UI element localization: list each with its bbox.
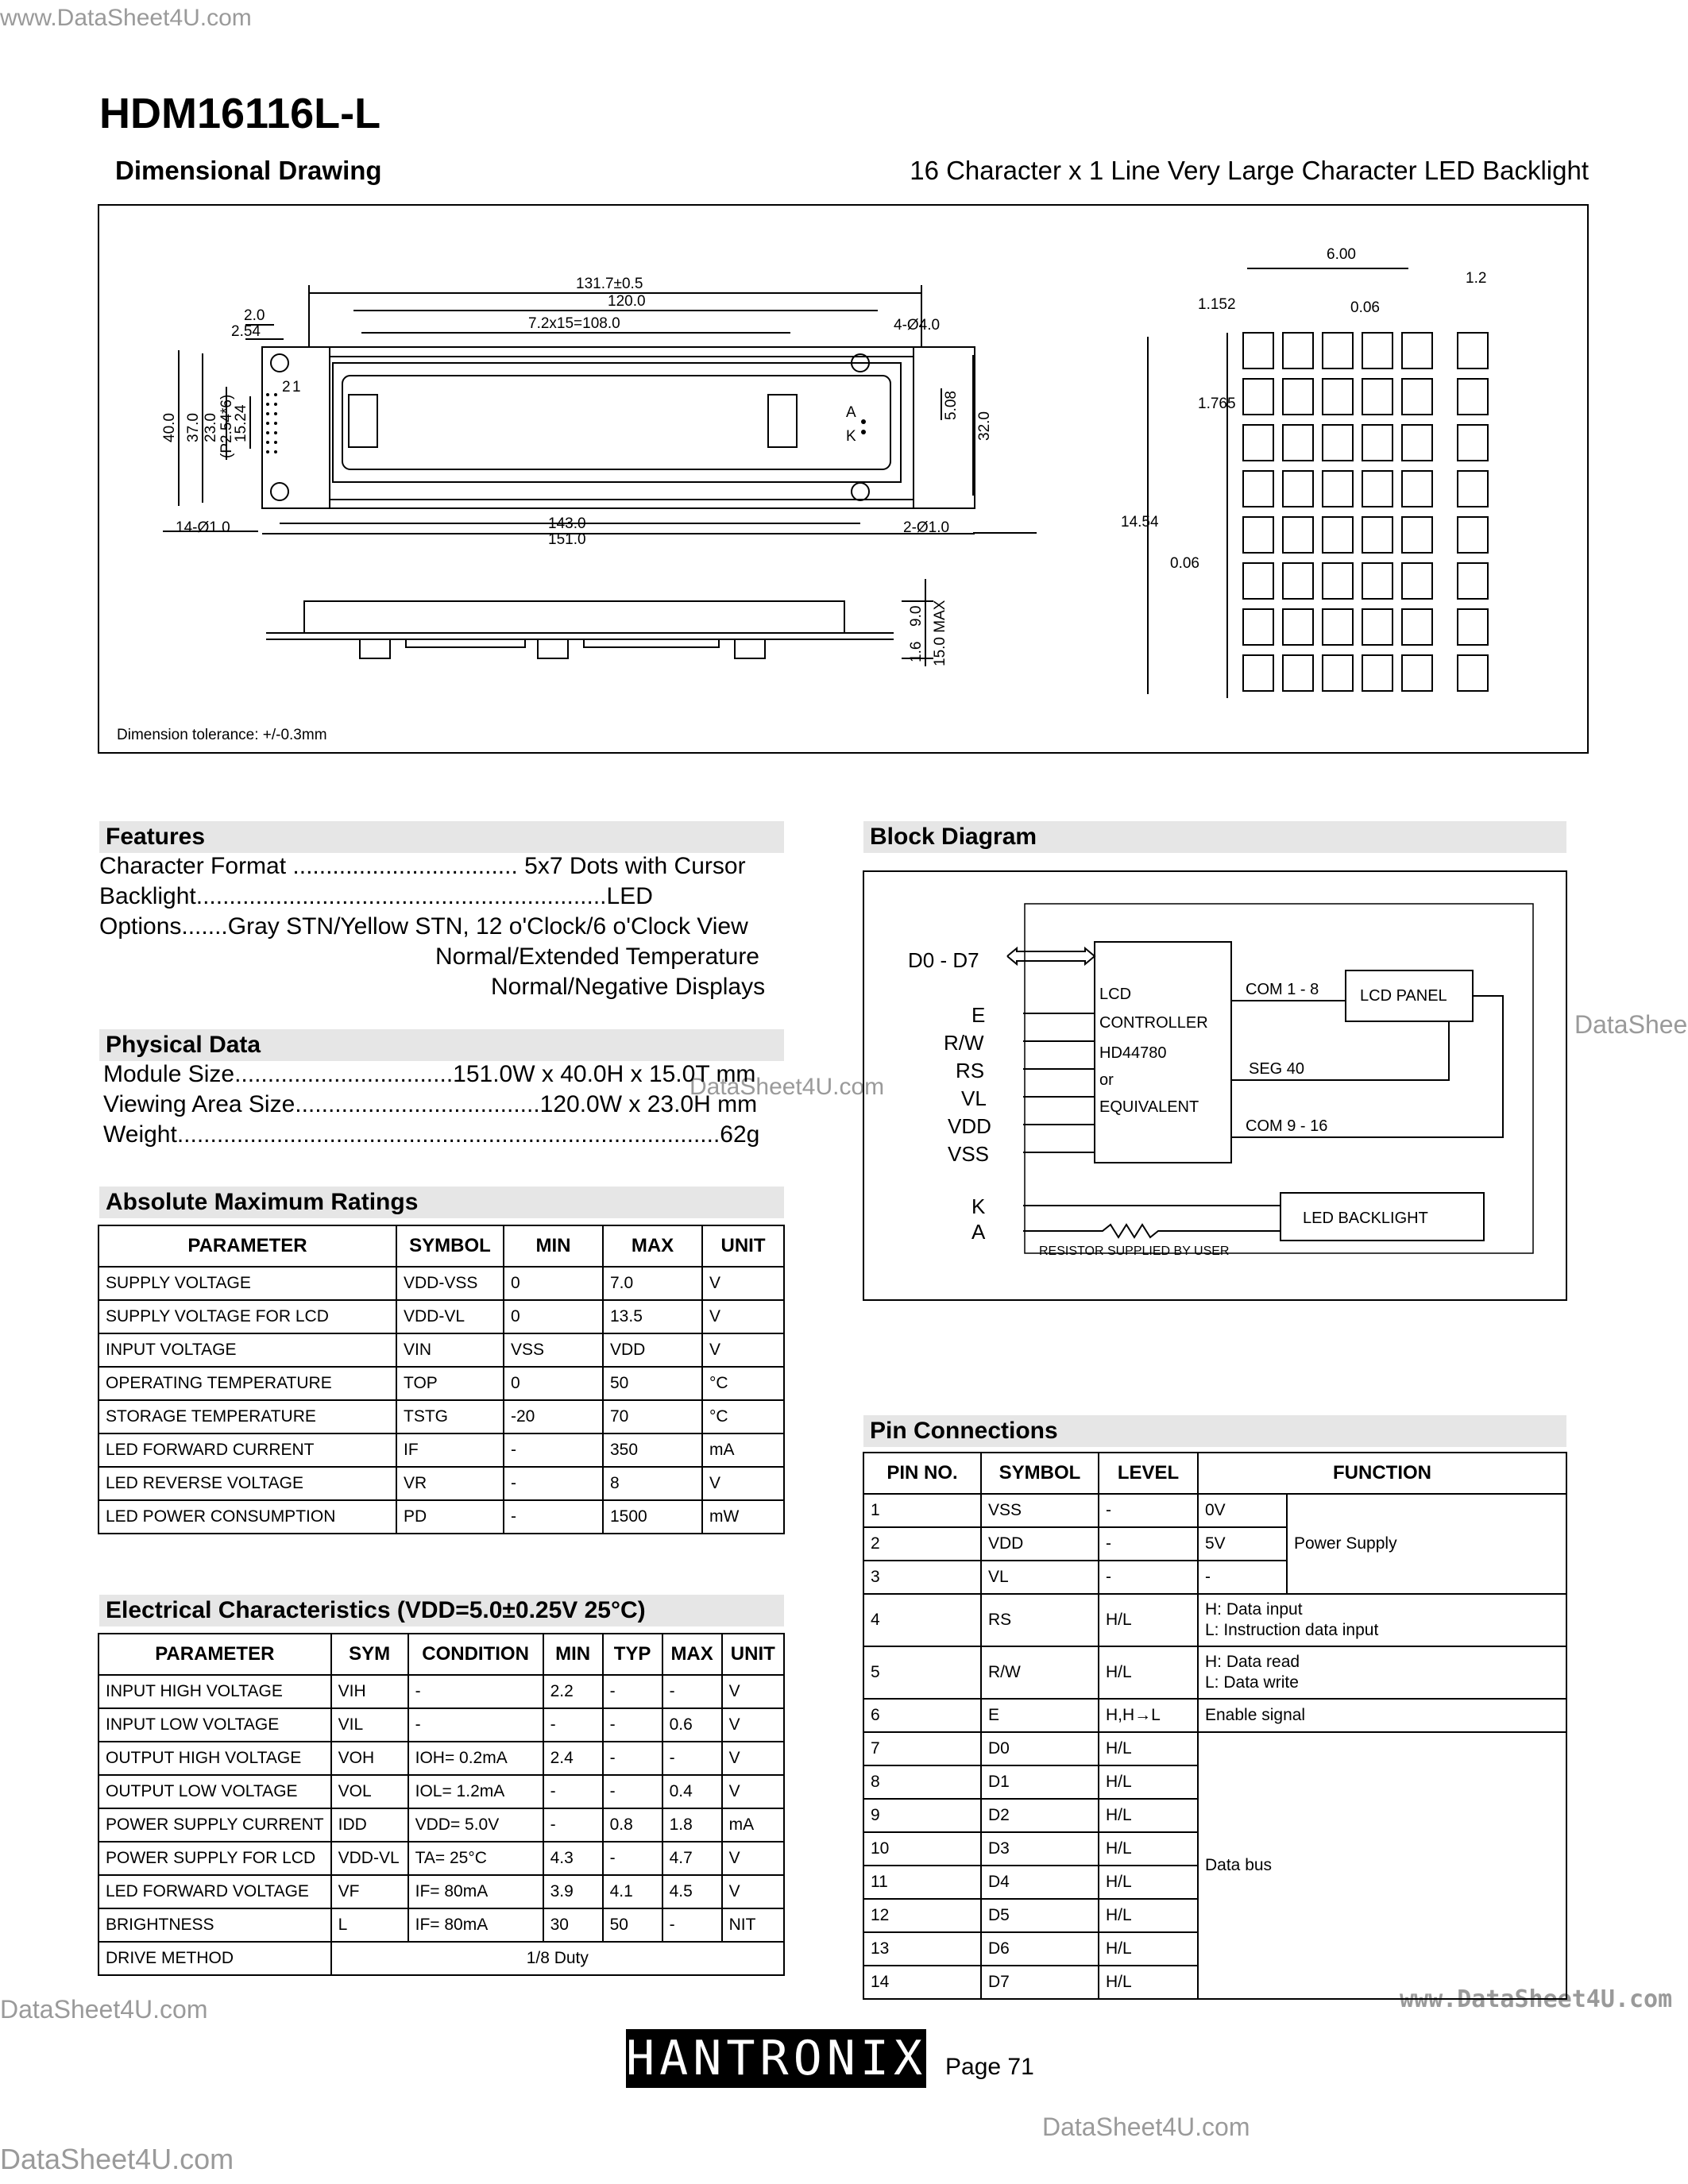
cell: 0	[504, 1367, 603, 1400]
abs-max-heading: Absolute Maximum Ratings	[99, 1187, 784, 1218]
cell: LED REVERSE VOLTAGE	[98, 1467, 396, 1500]
feature-extra: Normal/Negative Displays	[491, 974, 766, 1000]
cell: 4.7	[662, 1842, 722, 1875]
function-line: L: Data write	[1205, 1673, 1299, 1692]
block-diagram-heading: Block Diagram	[863, 821, 1566, 853]
cell: OUTPUT LOW VOLTAGE	[98, 1775, 331, 1808]
resistor-label: RESISTOR SUPPLIED BY USER	[1039, 1244, 1230, 1258]
cell: mA	[722, 1808, 784, 1842]
feature-value: Gray STN/Yellow STN, 12 o'Clock/6 o'Clock View	[227, 913, 748, 940]
electrical-table	[98, 1633, 785, 1976]
cell: -	[504, 1500, 603, 1534]
feature-dots: ..................................	[292, 853, 518, 879]
table-row	[98, 1333, 784, 1367]
cell	[1198, 1646, 1566, 1699]
cell: D7	[981, 1966, 1099, 1999]
cell: SUPPLY VOLTAGE FOR LCD	[98, 1300, 396, 1333]
cell: VDD	[981, 1527, 1099, 1561]
cell: H/L	[1099, 1732, 1198, 1765]
cell: 4.3	[543, 1842, 603, 1875]
cell: VIL	[331, 1708, 408, 1742]
cell: SUPPLY VOLTAGE	[98, 1267, 396, 1300]
cell: 2.4	[543, 1742, 603, 1775]
pin-a-label: A	[846, 404, 856, 421]
cell: 1	[863, 1494, 981, 1527]
cell: POWER SUPPLY FOR LCD	[98, 1842, 331, 1875]
table-row	[98, 1400, 784, 1433]
character-cell-grid	[1243, 333, 1488, 691]
abs-max-table	[98, 1225, 785, 1534]
cell: VDD-VSS	[396, 1267, 504, 1300]
watermark-right-edge: DataShee	[1574, 1010, 1688, 1039]
cell: 7	[863, 1732, 981, 1765]
cell: L	[331, 1908, 408, 1942]
cell: H/L	[1099, 1899, 1198, 1932]
cell: °C	[702, 1367, 784, 1400]
watermark-bottom-left: DataSheet4U.com	[0, 1995, 208, 2024]
cell: -	[662, 1742, 722, 1775]
cell: 50	[603, 1367, 702, 1400]
physical-label: Viewing Area Size	[103, 1091, 295, 1117]
physical-dots: .....................................	[295, 1091, 540, 1117]
ctrl-label: or	[1099, 1071, 1114, 1089]
cell: R/W	[981, 1646, 1099, 1699]
cell: -	[603, 1742, 662, 1775]
cell: D1	[981, 1765, 1099, 1799]
dim-c1765: 1.765	[1198, 396, 1236, 412]
dim-w151: 151.0	[548, 531, 586, 548]
cell: POWER SUPPLY CURRENT	[98, 1808, 331, 1842]
cell: -	[408, 1708, 543, 1742]
cell: V	[722, 1742, 784, 1775]
cell: 4.1	[603, 1875, 662, 1908]
cell: -	[1099, 1527, 1198, 1561]
table-header-row	[98, 1225, 784, 1267]
cell: mA	[702, 1433, 784, 1467]
feature-extra: Normal/Extended Temperature	[435, 943, 759, 970]
dim-h37: 37.0	[185, 413, 202, 442]
feature-label: Options	[99, 913, 182, 940]
cell: Data bus	[1198, 1732, 1566, 1999]
cell: H/L	[1099, 1765, 1198, 1799]
physical-dots: .................................	[234, 1061, 454, 1087]
cell: V	[702, 1467, 784, 1500]
cell: 0	[504, 1267, 603, 1300]
dim-hole: 4-Ø4.0	[894, 317, 941, 334]
cell: INPUT HIGH VOLTAGE	[98, 1675, 331, 1708]
cell: V	[722, 1775, 784, 1808]
cell: 3	[863, 1561, 981, 1594]
cell: H/L	[1099, 1866, 1198, 1899]
cell: 8	[603, 1467, 702, 1500]
feature-value: LED	[606, 883, 653, 909]
cell: OPERATING TEMPERATURE	[98, 1367, 396, 1400]
cell: V	[722, 1708, 784, 1742]
dim-p254: (P2.54*6)	[218, 394, 235, 458]
cell: -	[603, 1842, 662, 1875]
column-header: LEVEL	[1099, 1453, 1198, 1494]
cell: E	[981, 1699, 1099, 1732]
pin-connections-heading: Pin Connections	[863, 1415, 1566, 1447]
cell: 30	[543, 1908, 603, 1942]
pin1-label: 1	[292, 379, 301, 396]
table-row	[98, 1875, 784, 1908]
table-row	[863, 1646, 1566, 1699]
physical-row	[103, 1121, 759, 1148]
physical-value: 62g	[720, 1121, 760, 1148]
dim-c12: 1.2	[1466, 270, 1487, 287]
watermark-mid: DataSheet4U.com	[689, 1074, 885, 1100]
bus-label: D0 - D7	[908, 948, 979, 972]
cell: V	[722, 1675, 784, 1708]
cell: 4	[863, 1594, 981, 1646]
cell: 5	[863, 1646, 981, 1699]
cell: VL	[981, 1561, 1099, 1594]
cell: D5	[981, 1899, 1099, 1932]
table-row	[98, 1942, 784, 1975]
signal-label: VL	[961, 1086, 987, 1110]
pin2-label: 2	[282, 379, 291, 396]
physical-row	[103, 1091, 757, 1118]
cell: VOH	[331, 1742, 408, 1775]
table-row	[98, 1500, 784, 1534]
dimensional-drawing-box	[98, 204, 1589, 754]
cell: H/L	[1099, 1832, 1198, 1866]
column-header: PARAMETER	[98, 1634, 331, 1675]
cell: H/L	[1099, 1799, 1198, 1832]
physical-dots: ..................................................................................	[176, 1121, 720, 1148]
cell: mW	[702, 1500, 784, 1534]
cell: BRIGHTNESS	[98, 1908, 331, 1942]
cell: 8	[863, 1765, 981, 1799]
cell: PD	[396, 1500, 504, 1534]
column-header: SYMBOL	[396, 1225, 504, 1267]
seg-label: SEG 40	[1249, 1060, 1305, 1078]
cell: 7.0	[603, 1267, 702, 1300]
block-diagram-box	[863, 870, 1567, 1301]
block-diagram	[864, 872, 1566, 1299]
cell: V	[702, 1333, 784, 1367]
table-header-row	[98, 1634, 784, 1675]
dim-pins14: 14-Ø1.0	[176, 519, 230, 536]
cell: -	[662, 1908, 722, 1942]
column-header: MIN	[543, 1634, 603, 1675]
pin-table	[863, 1452, 1567, 2000]
watermark-top-left: www.DataSheet4U.com	[0, 5, 252, 31]
dim-h508: 5.08	[943, 391, 960, 420]
backlight-label: LED BACKLIGHT	[1303, 1210, 1428, 1227]
function-line: L: Instruction data input	[1205, 1621, 1379, 1639]
column-header: TYP	[603, 1634, 662, 1675]
cell: TA= 25°C	[408, 1842, 543, 1875]
column-header: MIN	[504, 1225, 603, 1267]
pin-k-label: K	[846, 428, 856, 445]
page-title: HDM16116L-L	[99, 90, 381, 137]
cell: VIN	[396, 1333, 504, 1367]
dim-t16: 1.6	[908, 641, 925, 662]
cell: V	[702, 1300, 784, 1333]
table-row	[98, 1842, 784, 1875]
cell: H/L	[1099, 1594, 1198, 1646]
cell: -	[543, 1808, 603, 1842]
watermark-bottom-center: DataSheet4U.com	[1042, 2113, 1250, 2141]
signal-label: E	[971, 1003, 986, 1027]
cell: -	[603, 1775, 662, 1808]
cell: -	[543, 1708, 603, 1742]
dim-char-pitch: 7.2x15=108.0	[528, 315, 620, 332]
cell: Power Supply	[1287, 1494, 1566, 1594]
physical-row	[103, 1061, 755, 1088]
cell: IF= 80mA	[408, 1875, 543, 1908]
column-header: UNIT	[722, 1634, 784, 1675]
cell: 70	[603, 1400, 702, 1433]
cell: -	[662, 1675, 722, 1708]
physical-label: Module Size	[103, 1061, 235, 1087]
cell: LED POWER CONSUMPTION	[98, 1500, 396, 1534]
cell: D2	[981, 1799, 1099, 1832]
table-header-row	[863, 1453, 1566, 1494]
panel-label: LCD PANEL	[1360, 987, 1447, 1005]
cell: -	[504, 1433, 603, 1467]
dim-h32: 32.0	[976, 411, 993, 441]
table-row	[863, 1699, 1566, 1732]
cell: -20	[504, 1400, 603, 1433]
feature-row	[99, 913, 748, 940]
page-subtitle: 16 Character x 1 Line Very Large Character LED Backlight	[910, 156, 1589, 185]
dim-view: 120.0	[608, 293, 646, 310]
function-line: H: Data read	[1205, 1653, 1300, 1671]
physical-value: 151.0W x 40.0H x 15.0T mm	[453, 1061, 756, 1087]
features-heading: Features	[99, 821, 784, 853]
dim-w143: 143.0	[548, 515, 586, 532]
ctrl-label: CONTROLLER	[1099, 1014, 1208, 1032]
watermark-bottom-right: www.DataSheet4U.com	[1400, 1985, 1673, 2013]
cell: VSS	[981, 1494, 1099, 1527]
cell: 0.4	[662, 1775, 722, 1808]
cell: -	[1099, 1561, 1198, 1594]
table-row	[98, 1267, 784, 1300]
hantronix-logo: HANTRONIX	[626, 2031, 928, 2086]
cell: 0	[504, 1300, 603, 1333]
cell: °C	[702, 1400, 784, 1433]
cell: IF= 80mA	[408, 1908, 543, 1942]
cell: 14	[863, 1966, 981, 1999]
signal-label: VSS	[948, 1142, 990, 1166]
watermark-footer-left: DataSheet4U.com	[0, 2143, 234, 2175]
column-header: SYMBOL	[981, 1453, 1099, 1494]
dimensional-drawing	[99, 206, 1587, 752]
table-row	[98, 1742, 784, 1775]
table-row	[98, 1675, 784, 1708]
cell: TSTG	[396, 1400, 504, 1433]
cell: LED FORWARD VOLTAGE	[98, 1875, 331, 1908]
cell	[1198, 1594, 1566, 1646]
dim-h40: 40.0	[161, 413, 178, 442]
cell: D6	[981, 1932, 1099, 1966]
cell: -	[603, 1708, 662, 1742]
com9-label: COM 9 - 16	[1246, 1117, 1328, 1135]
cell: OUTPUT HIGH VOLTAGE	[98, 1742, 331, 1775]
cell: VDD-VL	[396, 1300, 504, 1333]
dim-2-54: 2.54	[231, 323, 261, 340]
physical-label: Weight	[103, 1121, 177, 1148]
dimension-tolerance: Dimension tolerance: +/-0.3mm	[117, 727, 327, 743]
ctrl-label: LCD	[1099, 986, 1132, 1003]
cell: 0V	[1198, 1494, 1287, 1527]
cell: 11	[863, 1866, 981, 1899]
feature-row	[99, 883, 653, 910]
cell: -	[1099, 1494, 1198, 1527]
cell: H/L	[1099, 1966, 1198, 1999]
cell: VDD= 5.0V	[408, 1808, 543, 1842]
feature-value: 5x7 Dots with Cursor	[517, 853, 746, 879]
cell: 0.8	[603, 1808, 662, 1842]
column-header: SYM	[331, 1634, 408, 1675]
table-row	[98, 1367, 784, 1400]
cell: 13.5	[603, 1300, 702, 1333]
signal-label: RS	[956, 1059, 985, 1082]
cell: RS	[981, 1594, 1099, 1646]
table-row	[863, 1594, 1566, 1646]
cell: 2.2	[543, 1675, 603, 1708]
cell: 5V	[1198, 1527, 1287, 1561]
table-row	[98, 1708, 784, 1742]
connector-pins	[266, 393, 866, 453]
cell: V	[722, 1875, 784, 1908]
cell: Enable signal	[1198, 1699, 1566, 1732]
column-header: PIN NO.	[863, 1453, 981, 1494]
cell: INPUT VOLTAGE	[98, 1333, 396, 1367]
cell: D3	[981, 1832, 1099, 1866]
cell: VR	[396, 1467, 504, 1500]
column-header: PARAMETER	[98, 1225, 396, 1267]
table-row	[98, 1300, 784, 1333]
column-header: MAX	[603, 1225, 702, 1267]
feature-label: Backlight	[99, 883, 196, 909]
dim-c600: 6.00	[1327, 246, 1356, 263]
dim-h1524: 15.24	[233, 404, 249, 442]
physical-value: 120.0W x 23.0H mm	[539, 1091, 758, 1117]
cell: 9	[863, 1799, 981, 1832]
cell: VDD-VL	[331, 1842, 408, 1875]
cell: -	[1198, 1561, 1287, 1594]
signal-label: R/W	[944, 1031, 984, 1055]
column-header: UNIT	[702, 1225, 784, 1267]
feature-dots: .......	[181, 913, 228, 940]
table-row	[98, 1808, 784, 1842]
cell: H,H→L	[1099, 1699, 1198, 1732]
dim-overall: 131.7±0.5	[576, 276, 643, 292]
cell: LED FORWARD CURRENT	[98, 1433, 396, 1467]
function-line: H: Data input	[1205, 1600, 1303, 1619]
feature-row	[99, 853, 746, 880]
dim-c006b: 0.06	[1170, 555, 1199, 572]
section-dimensional-drawing: Dimensional Drawing	[115, 156, 382, 185]
cell: 350	[603, 1433, 702, 1467]
cell: VIH	[331, 1675, 408, 1708]
cell: DRIVE METHOD	[98, 1942, 331, 1975]
page-number: Page 71	[945, 2054, 1034, 2080]
signal-label: VDD	[948, 1114, 991, 1138]
cell: 1500	[603, 1500, 702, 1534]
cell: V	[702, 1267, 784, 1300]
table-row	[98, 1433, 784, 1467]
cell: -	[408, 1675, 543, 1708]
cell: VOL	[331, 1775, 408, 1808]
dim-t15: 15.0 MAX	[932, 600, 948, 666]
dim-c1454: 14.54	[1121, 514, 1159, 531]
feature-label: Character Format	[99, 853, 293, 879]
table-row	[863, 1494, 1566, 1527]
table-row	[98, 1467, 784, 1500]
cell: IOL= 1.2mA	[408, 1775, 543, 1808]
cell: 13	[863, 1932, 981, 1966]
cell: VF	[331, 1875, 408, 1908]
column-header: FUNCTION	[1198, 1453, 1566, 1494]
cell: 3.9	[543, 1875, 603, 1908]
k-label: K	[971, 1194, 986, 1218]
column-header: MAX	[662, 1634, 722, 1675]
cell: TOP	[396, 1367, 504, 1400]
cell: NIT	[722, 1908, 784, 1942]
cell: 2	[863, 1527, 981, 1561]
feature-dots: ..............................................................	[195, 883, 607, 909]
cell: 0.6	[662, 1708, 722, 1742]
a-label: A	[971, 1220, 986, 1244]
dim-c006a: 0.06	[1350, 299, 1380, 316]
table-row	[98, 1908, 784, 1942]
cell: 4.5	[662, 1875, 722, 1908]
cell: IOH= 0.2mA	[408, 1742, 543, 1775]
cell: H/L	[1099, 1646, 1198, 1699]
dim-pins2: 2-Ø1.0	[903, 519, 950, 536]
column-header: CONDITION	[408, 1634, 543, 1675]
table-row	[863, 1732, 1566, 1765]
cell: IF	[396, 1433, 504, 1467]
cell: INPUT LOW VOLTAGE	[98, 1708, 331, 1742]
cell: D0	[981, 1732, 1099, 1765]
dim-2-0: 2.0	[244, 307, 265, 324]
electrical-heading: Electrical Characteristics (VDD=5.0±0.25V 25°C)	[99, 1595, 784, 1626]
cell: IDD	[331, 1808, 408, 1842]
table-row	[98, 1775, 784, 1808]
cell: VDD	[603, 1333, 702, 1367]
cell: 1.8	[662, 1808, 722, 1842]
dim-c1152: 1.152	[1198, 296, 1236, 313]
dim-h23: 23.0	[203, 413, 219, 442]
cell: D4	[981, 1866, 1099, 1899]
cell: 50	[603, 1908, 662, 1942]
physical-heading: Physical Data	[99, 1029, 784, 1061]
cell: -	[603, 1675, 662, 1708]
ctrl-label: EQUIVALENT	[1099, 1098, 1199, 1116]
cell: 1/8 Duty	[331, 1942, 784, 1975]
cell: VSS	[504, 1333, 603, 1367]
cell: -	[543, 1775, 603, 1808]
cell: H/L	[1099, 1932, 1198, 1966]
cell: 12	[863, 1899, 981, 1932]
com1-label: COM 1 - 8	[1246, 981, 1319, 998]
cell: -	[504, 1467, 603, 1500]
cell: 10	[863, 1832, 981, 1866]
cell: 6	[863, 1699, 981, 1732]
cell: STORAGE TEMPERATURE	[98, 1400, 396, 1433]
ctrl-label: HD44780	[1099, 1044, 1167, 1062]
dim-t90: 9.0	[908, 605, 925, 627]
cell: V	[722, 1842, 784, 1875]
